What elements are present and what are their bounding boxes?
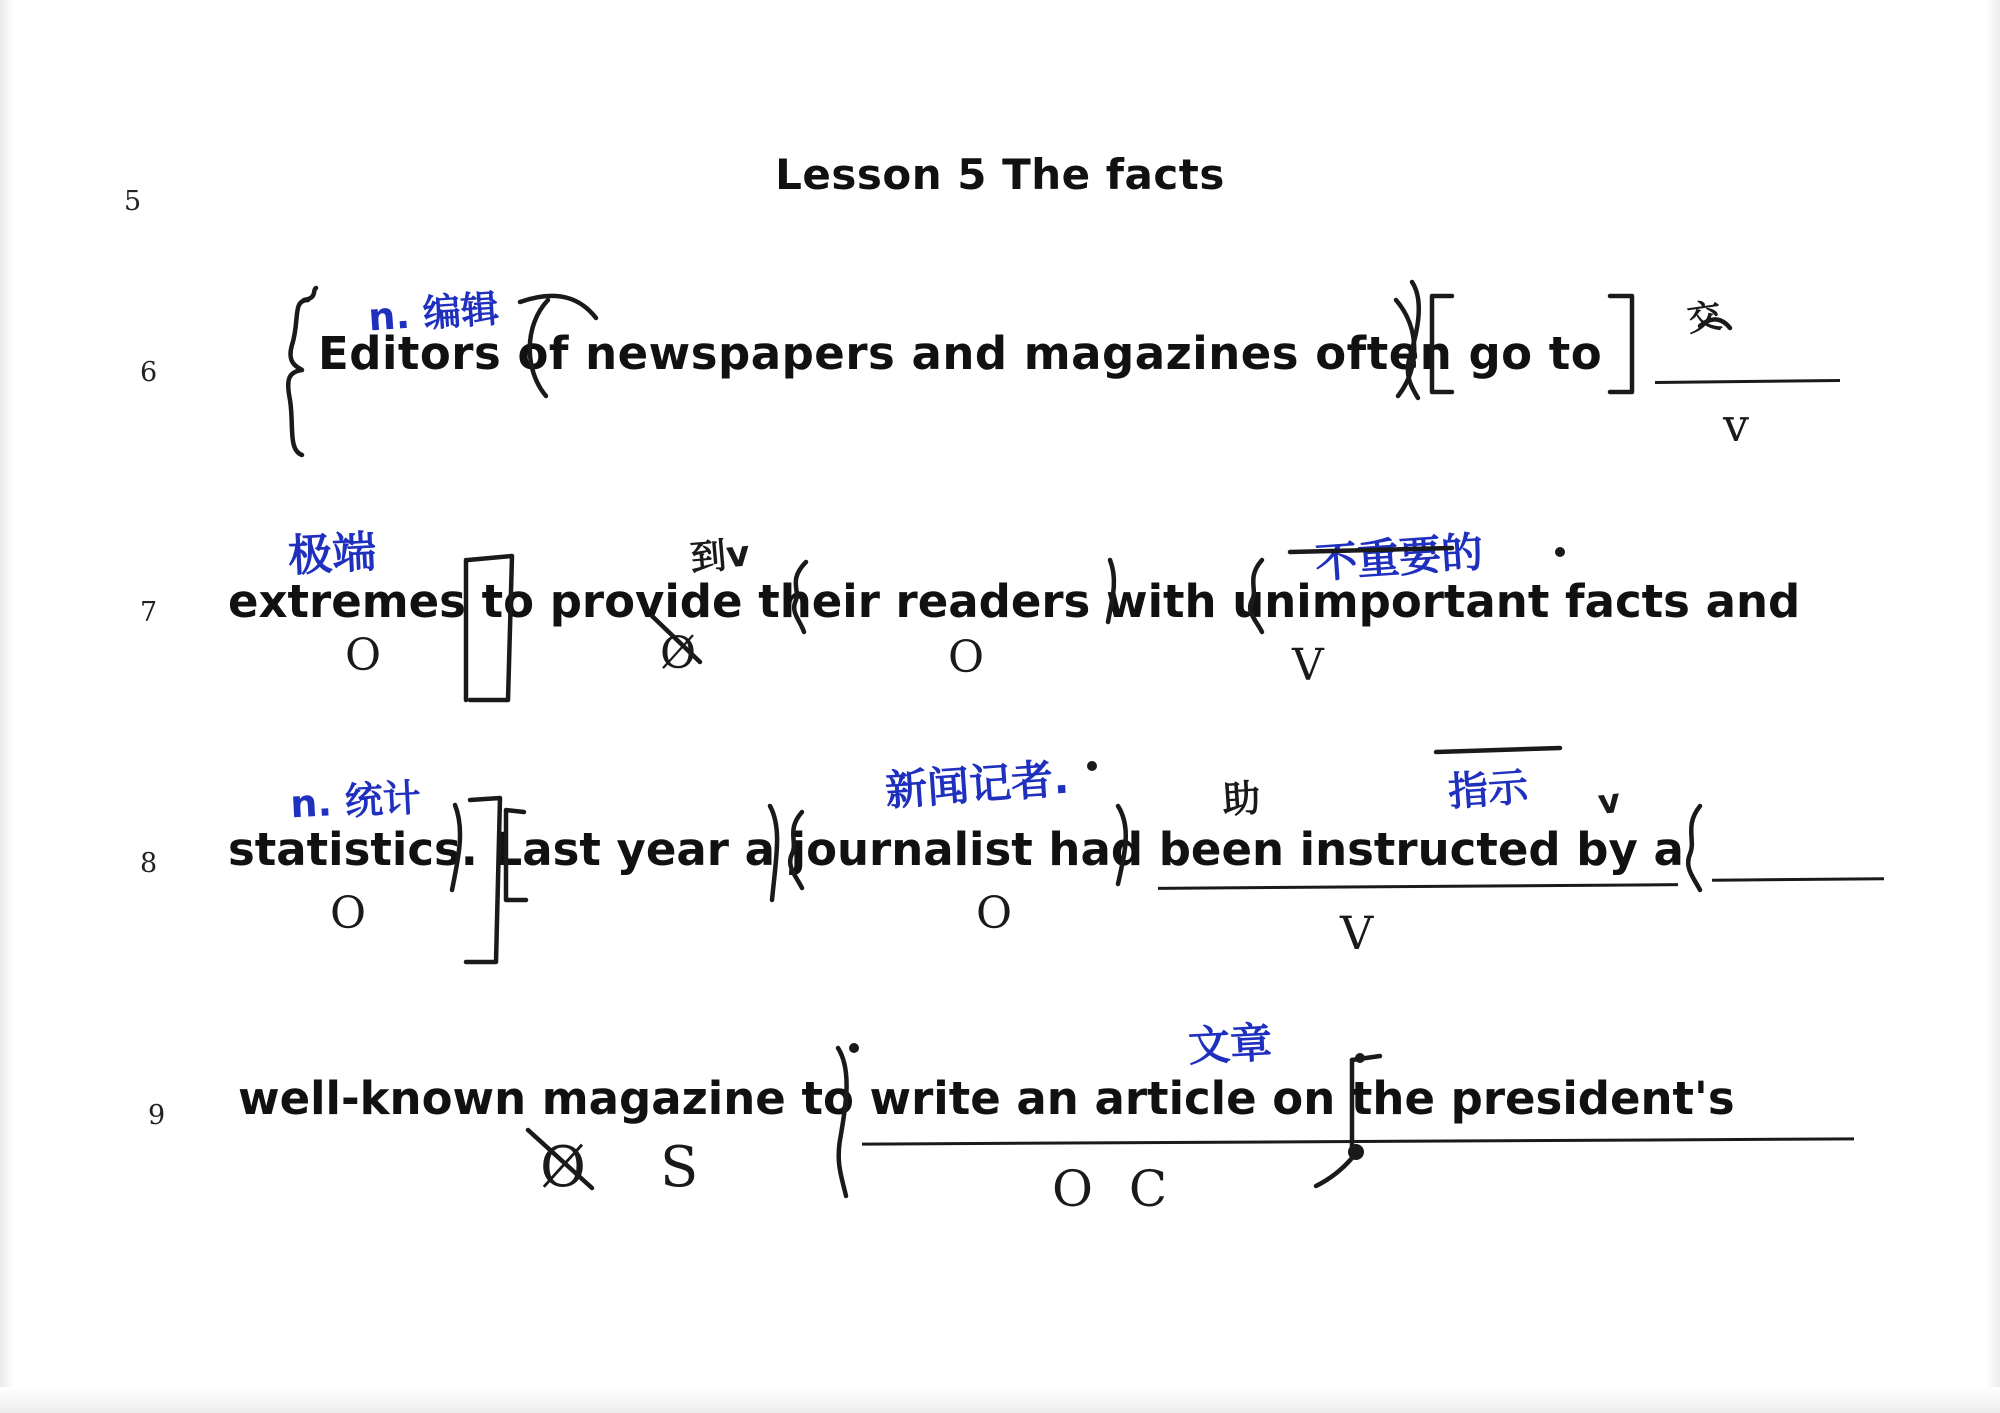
mark-journalist-object: O <box>976 888 1013 939</box>
line-number-7: 7 <box>140 597 158 628</box>
text-line-6: Editors of newspapers and magazines often go to <box>318 327 1603 380</box>
mark-magazine-object: Ø <box>540 1135 586 1200</box>
text-line-8: statistics. Last year a journalist had been instructed by a <box>228 823 1684 876</box>
mark-unimportant-verb: V <box>1292 640 1324 691</box>
mark-readers-object: O <box>948 632 985 683</box>
annotation-instructed-v-label: v <box>1595 780 1623 824</box>
annotation-provide-gloss: 到v <box>688 533 752 580</box>
underline-write-article-phrase <box>862 1137 1854 1145</box>
mark-provide-object: Ø <box>660 628 697 679</box>
bracket-often-close <box>1610 296 1632 392</box>
mark-write-object-complement: O C <box>1052 1160 1178 1218</box>
annotation-had-gloss: 助 <box>1220 775 1262 823</box>
dot-journalist-marker <box>1087 761 1097 771</box>
page-edge-left <box>0 0 14 1413</box>
annotation-go-gloss: 交 <box>1684 295 1725 341</box>
text-line-7: extremes to provide their readers with unimportant facts and <box>228 575 1801 628</box>
line-number-9: 9 <box>148 1100 166 1131</box>
brace-by-a-open <box>1688 806 1700 890</box>
annotation-editors-gloss: n. 编辑 <box>366 286 501 340</box>
dot-on-marker <box>1348 1144 1364 1160</box>
page-edge-bottom <box>0 1387 2000 1413</box>
mark-statistics-object: O <box>330 888 367 939</box>
dot-article-marker <box>1355 1053 1365 1063</box>
text-line-9: well-known magazine to write an article on the president's <box>238 1072 1735 1125</box>
mark-go-verb: v <box>1723 398 1749 452</box>
gloss-hook-editors <box>520 296 596 318</box>
line-number-8: 8 <box>140 848 158 879</box>
dot-magazine-marker <box>849 1043 859 1053</box>
page-title: Lesson 5 The facts <box>775 150 1225 199</box>
annotation-instructed-gloss: 指示 <box>1446 764 1530 816</box>
mark-magazine-subject: S <box>660 1135 699 1200</box>
underline-go-to <box>1655 379 1840 384</box>
annotation-unimportant-gloss: 不重要的 <box>1313 527 1485 588</box>
brace-editors-tip <box>304 288 316 300</box>
underline-by-a <box>1712 877 1884 882</box>
overbar-instructed <box>1436 748 1560 752</box>
mark-instructed-verb: V <box>1340 906 1374 960</box>
underline-had-been-instructed <box>1158 883 1678 890</box>
dot-unimportant-marker <box>1555 547 1565 557</box>
annotation-article-gloss: 文章 <box>1186 1017 1274 1072</box>
mark-extremes-object: O <box>345 630 382 681</box>
line-number-5: 5 <box>124 186 142 217</box>
brace-editors-left <box>288 300 308 455</box>
annotation-statistics-gloss: n. 统计 <box>289 775 422 827</box>
annotation-journalist-gloss: 新闻记者. <box>883 753 1071 816</box>
page-edge-right <box>1986 0 2000 1413</box>
line-number-6: 6 <box>140 357 158 388</box>
overbar-on <box>1352 1056 1380 1060</box>
annotation-extremes-gloss: 极端 <box>286 526 378 583</box>
